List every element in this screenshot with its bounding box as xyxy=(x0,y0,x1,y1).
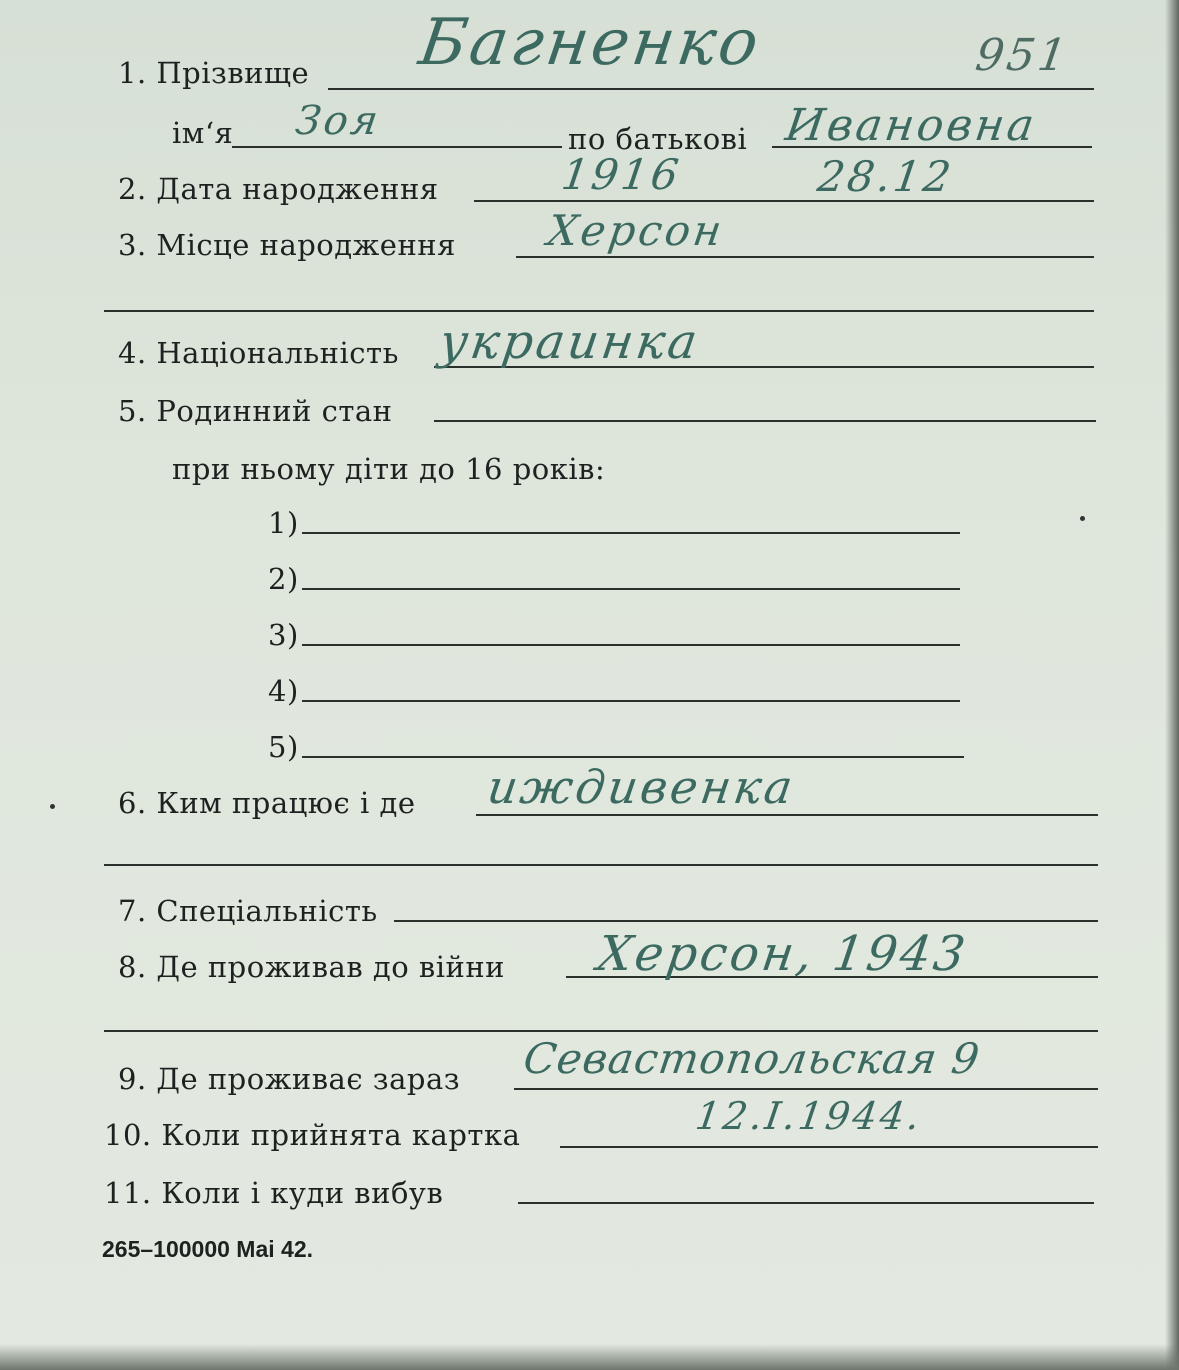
occupation-line-2 xyxy=(104,864,1098,866)
name-line xyxy=(232,146,562,148)
prewar-residence-line-2 xyxy=(104,1030,1098,1032)
child-4-label: 4) xyxy=(268,674,299,708)
child-5-label: 5) xyxy=(268,730,299,764)
card-accepted-label: 10. Коли прийнята картка xyxy=(104,1118,521,1152)
name-handwritten: Зоя xyxy=(292,98,384,144)
occupation-handwritten: иждивенка xyxy=(484,760,799,814)
child-4-line xyxy=(302,700,960,702)
birth-date-label: 2. Дата народження xyxy=(118,172,439,206)
specialty-label: 7. Спеціальність xyxy=(118,894,378,928)
card-accepted-handwritten: 12.I.1944. xyxy=(692,1094,926,1138)
child-3-line xyxy=(302,644,960,646)
patronymic-label: по батькові xyxy=(568,122,748,156)
child-2-line xyxy=(302,588,960,590)
surname-label: 1. Прізвище xyxy=(118,56,310,90)
nationality-label: 4. Національність xyxy=(118,336,399,370)
occupation-line xyxy=(476,814,1098,816)
departed-line xyxy=(518,1202,1094,1204)
child-5-line xyxy=(302,756,964,758)
current-residence-line xyxy=(514,1088,1098,1090)
specialty-line xyxy=(394,920,1098,922)
marital-line xyxy=(434,420,1096,422)
marital-label: 5. Родинний стан xyxy=(118,394,393,428)
current-residence-label: 9. Де проживає зараз xyxy=(118,1062,461,1096)
child-2-label: 2) xyxy=(268,562,299,596)
nationality-handwritten: украинка xyxy=(436,314,704,370)
current-residence-handwritten: Севастопольская 9 xyxy=(520,1034,984,1083)
card-accepted-line xyxy=(560,1146,1098,1148)
speck xyxy=(50,804,55,809)
occupation-label: 6. Ким працює і де xyxy=(118,786,416,820)
child-1-line xyxy=(302,532,960,534)
birth-year-handwritten: 1916 xyxy=(558,150,685,199)
print-code: 265–100000 Mai 42. xyxy=(102,1236,314,1262)
surname-line xyxy=(328,88,1094,90)
birth-place-handwritten: Херсон xyxy=(544,206,728,255)
child-3-label: 3) xyxy=(268,618,299,652)
children-label: при ньому діти до 16 років: xyxy=(172,452,606,486)
birth-day-month-handwritten: 28.12 xyxy=(814,152,957,201)
prewar-residence-label: 8. Де проживав до війни xyxy=(118,950,505,984)
paper-edge-shadow xyxy=(1165,0,1179,1370)
birth-date-line xyxy=(474,200,1094,202)
card-number-handwritten: 951 xyxy=(972,30,1073,81)
birth-place-line-2 xyxy=(104,310,1094,312)
name-label: ім‘я xyxy=(172,116,234,150)
prewar-residence-handwritten: Херсон, 1943 xyxy=(594,926,972,982)
speck xyxy=(1080,516,1085,521)
birth-place-line xyxy=(516,256,1094,258)
patronymic-handwritten: Ивановна xyxy=(782,100,1041,151)
birth-place-label: 3. Місце народження xyxy=(118,228,456,262)
surname-handwritten: Бaгненко xyxy=(414,6,766,80)
paper-bottom-shadow xyxy=(0,1344,1179,1370)
departed-label: 11. Коли і куди вибув xyxy=(104,1176,444,1210)
child-1-label: 1) xyxy=(268,506,299,540)
